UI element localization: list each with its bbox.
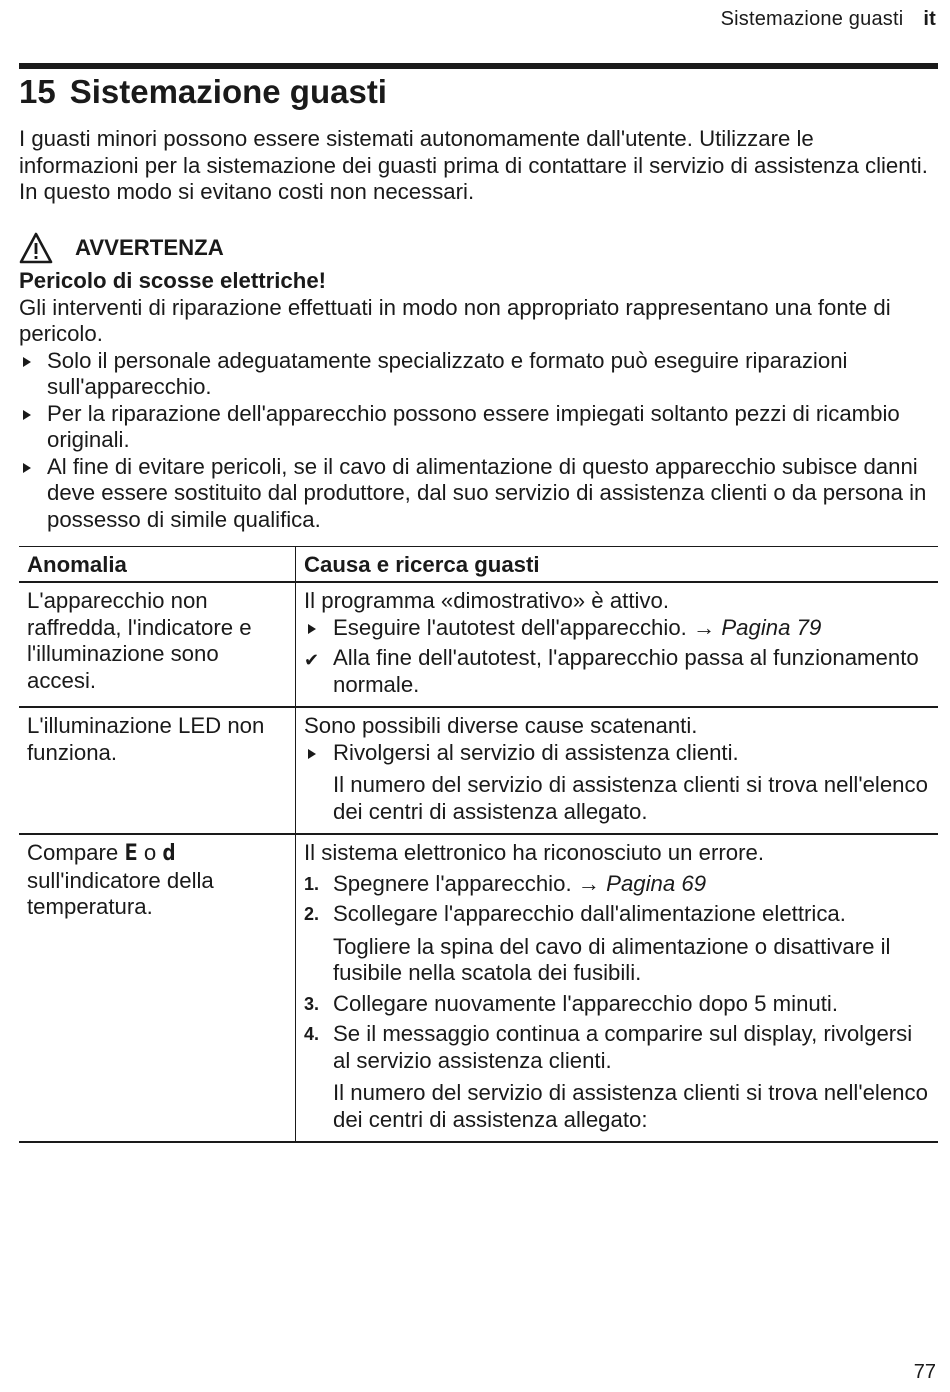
numbered-step — [304, 901, 930, 928]
step-note: Togliere la spina del cavo di alimentazione o disattivare il fusibile nella scatola dei fusibili. — [333, 933, 891, 985]
page-number: 77 — [913, 1361, 936, 1383]
display-symbol-d: d — [162, 841, 176, 866]
anomaly-text: o — [143, 840, 157, 865]
table-header-row — [19, 547, 938, 583]
warning-box — [19, 228, 934, 533]
anomaly-text: sull'indicatore della temperatura. — [27, 867, 214, 919]
header-rule — [19, 63, 938, 69]
step-text: Scollegare l'apparecchio dall'alimentazione elettrica. — [333, 901, 846, 926]
anomaly-cell — [19, 834, 296, 1142]
cause-text: Sono possibili diverse cause scatenanti. — [304, 713, 698, 738]
header-section: Sistemazione guasti — [720, 8, 904, 30]
numbered-step — [304, 1021, 930, 1074]
cause-text: Il programma «dimostrativo» è attivo. — [304, 588, 670, 613]
cause-cell — [296, 582, 939, 707]
step-text: Collegare nuovamente l'apparecchio dopo 5 minuti. — [333, 990, 839, 1016]
result-item — [304, 645, 930, 698]
chapter-number: 15 — [19, 73, 56, 110]
column-header-cause: Causa e ricerca guasti — [296, 547, 939, 583]
anomaly-text: Compare — [27, 840, 119, 865]
remedy-step — [304, 615, 930, 642]
checkmark-icon: ✔ — [304, 650, 320, 670]
remedy-steps — [304, 871, 930, 1134]
warning-bullet: Per la riparazione dell'apparecchio possono essere impiegati soltanto pezzi di ricambio originali. — [19, 401, 934, 454]
step-note: Il numero del servizio di assistenza clienti si trova nell'elenco dei centri di assistenza allegato: — [333, 1080, 928, 1132]
running-header — [721, 8, 936, 31]
cause-cell — [296, 707, 939, 834]
chapter-title-text: Sistemazione guasti — [69, 73, 387, 110]
page-reference-arrow-icon: → — [577, 870, 600, 896]
page-reference-link[interactable]: Pagina 79 — [721, 614, 822, 640]
result-text: Alla fine dell'autotest, l'apparecchio passa al funzionamento normale. — [333, 645, 919, 697]
warning-bullet: Al fine di evitare pericoli, se il cavo di alimentazione di questo apparecchio subisce danni deve essere sostituito dal produttore, dal suo servizio di assistenza clienti o da persona in possesso di simile qualifica. — [19, 454, 934, 534]
table-row — [19, 582, 938, 707]
warning-bullet: Solo il personale adeguatamente specializzato e formato può eseguire riparazioni sull'apparecchio. — [19, 348, 934, 401]
warning-label: AVVERTENZA — [75, 234, 224, 260]
chapter-title — [19, 72, 387, 112]
table-row — [19, 834, 938, 1142]
cause-text: Il sistema elettronico ha riconosciuto un errore. — [304, 840, 764, 865]
anomaly-cell: L'illuminazione LED non funziona. — [19, 707, 296, 834]
step-number: 4. — [304, 1024, 320, 1044]
cause-cell — [296, 834, 939, 1142]
remedy-steps — [304, 615, 930, 699]
warning-subtitle: Pericolo di scosse elettriche! — [19, 268, 327, 293]
warning-bullets — [19, 348, 934, 534]
numbered-step — [304, 991, 930, 1018]
troubleshooting-table — [19, 546, 938, 1143]
column-header-anomaly: Anomalia — [19, 547, 296, 583]
anomaly-cell: L'apparecchio non raffredda, l'indicatore e l'illuminazione sono accesi. — [19, 582, 296, 707]
step-number: 3. — [304, 993, 320, 1014]
warning-text: Gli interventi di riparazione effettuati in modo non appropriato rappresentano una fonte di pericolo. — [19, 294, 891, 346]
page-reference-link[interactable]: Pagina 69 — [606, 870, 707, 896]
remedy-step: Rivolgersi al servizio di assistenza clienti. — [304, 740, 930, 767]
step-number: 2. — [304, 904, 320, 924]
warning-header — [19, 228, 934, 268]
remedy-steps — [304, 740, 930, 767]
step-text: Se il messaggio continua a comparire sul display, rivolgersi al servizio assistenza clienti. — [333, 1021, 913, 1073]
step-text: Spegnere l'apparecchio. — [333, 870, 572, 896]
numbered-step — [304, 871, 930, 898]
header-language: it — [923, 8, 936, 30]
step-note: Il numero del servizio di assistenza clienti si trova nell'elenco dei centri di assistenza allegato. — [333, 772, 928, 824]
step-number: 1. — [304, 873, 320, 894]
intro-paragraph: I guasti minori possono essere sistemati autonomamente dall'utente. Utilizzare le informazioni per la sistemazione dei guasti prima di contattare il servizio di assistenza clienti. In questo modo si evitano costi non necessari. — [19, 126, 928, 204]
display-symbol-e: E — [124, 841, 138, 866]
warning-triangle-icon — [19, 232, 53, 264]
page-reference-arrow-icon: → — [693, 614, 716, 640]
table-row — [19, 707, 938, 834]
step-text: Eseguire l'autotest dell'apparecchio. — [333, 614, 687, 640]
